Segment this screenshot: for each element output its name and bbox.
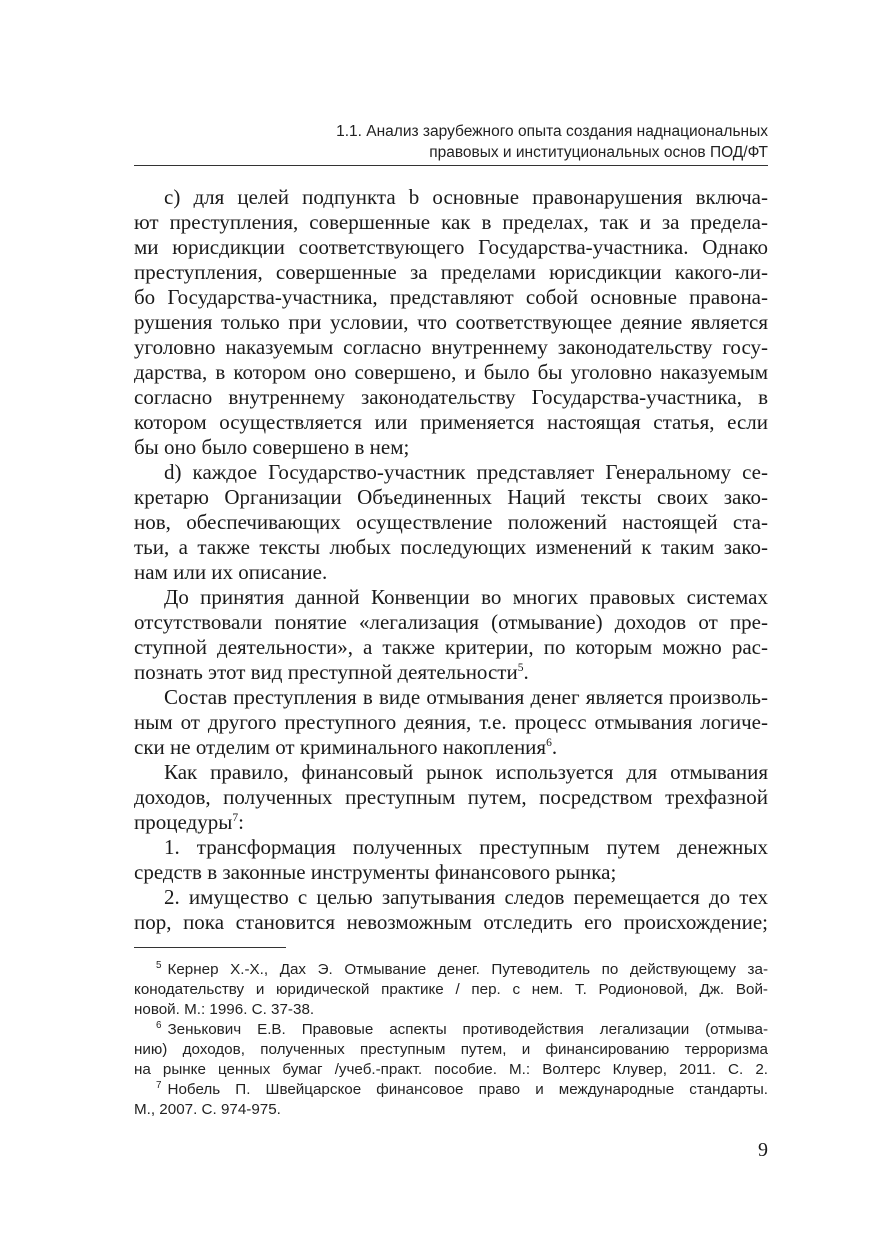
footnote-ref: 7 xyxy=(232,812,239,824)
footnote-line: на рынке ценных бумаг /учеб.-практ. пособие. М.: Волтерс Клувер, 2011. С. 2. xyxy=(134,1061,768,1078)
body-line: ют преступления, совершенные как в пределах, так и за предела- xyxy=(134,210,768,234)
footnote-line: нию) доходов, полученных преступным путем, и финансированию терроризма xyxy=(134,1041,768,1058)
body-line: процедуры$^7$: xyxy=(134,810,244,834)
body-line: нам или их описание. xyxy=(134,560,328,584)
running-head xyxy=(134,121,768,163)
footnote-mark: 6 xyxy=(156,1019,162,1031)
page-number: 9 xyxy=(758,1139,768,1161)
body-line: ски не отделим от криминального накопления$^6$. xyxy=(134,735,558,759)
body-text xyxy=(134,185,768,935)
footnote-mark: 7 xyxy=(156,1079,162,1091)
body-line: бы оно было совершено в нем; xyxy=(134,435,410,459)
body-line: рушения только при условии, что соответствующее деяние является xyxy=(134,310,768,334)
footnote-line: новой. М.: 1996. С. 37-38. xyxy=(134,1001,315,1018)
body-line: 2. имущество с целью запутывания следов перемещается до тех xyxy=(164,885,768,909)
footnote-rule xyxy=(134,947,286,948)
body-line: ступной деятельности», а также критерии, по которым можно рас- xyxy=(134,635,768,659)
body-line: ным от другого преступного деяния, т.е. процесс отмывания логиче- xyxy=(134,710,768,734)
footnote-ref: 6 xyxy=(546,737,552,749)
body-line: с) для целей подпункта b основные правонарушения включа- xyxy=(164,185,768,209)
footnote-line: $^5$ Кернер Х.-Х., Дах Э. Отмывание денег. Путеводитель по действующему за- xyxy=(156,959,768,978)
footnote-line: конодательству и юридической практике / пер. с нем. Т. Родионовой, Дж. Вой- xyxy=(134,981,768,998)
footnote-ref: 5 xyxy=(517,662,524,674)
footnote-line: $^6$ Зенькович Е.В. Правовые аспекты противодействия легализации (отмыва- xyxy=(156,1019,768,1038)
body-line: нов, обеспечивающих осуществление положений настоящей ста- xyxy=(134,510,768,534)
body-line: доходов, полученных преступным путем, посредством трехфазной xyxy=(134,785,768,809)
body-line: тьи, а также тексты любых последующих изменений к таким зако- xyxy=(134,535,768,559)
footnotes xyxy=(134,960,768,1120)
body-line: уголовно наказуемым согласно внутреннему законодательству госу- xyxy=(134,335,768,359)
body-line: Состав преступления в виде отмывания денег является произволь- xyxy=(164,685,768,709)
footnote-mark: 5 xyxy=(156,959,162,971)
running-head-line: 1.1. Анализ зарубежного опыта создания наднациональных xyxy=(336,123,768,140)
footnote-line: М., 2007. С. 974-975. xyxy=(134,1101,281,1118)
body-line: познать этот вид преступной деятельности$^5$. xyxy=(134,660,529,684)
body-line: d) каждое Государство-участник представляет Генеральному се- xyxy=(164,460,768,484)
header-rule xyxy=(134,165,768,166)
body-line: согласно внутреннему законодательству Государства-участника, в xyxy=(134,385,768,409)
body-line: отсутствовали понятие «легализация (отмывание) доходов от пре- xyxy=(134,610,768,634)
body-line: Как правило, финансовый рынок используется для отмывания xyxy=(164,760,768,784)
body-line: кретарю Организации Объединенных Наций тексты своих зако- xyxy=(134,485,768,509)
body-line: преступления, совершенные за пределами юрисдикции какого-ли- xyxy=(134,260,768,284)
body-line: ми юрисдикции соответствующего Государства-участника. Однако xyxy=(134,235,768,259)
body-line: средств в законные инструменты финансового рынка; xyxy=(134,860,617,884)
body-line: дарства, в котором оно совершено, и было бы уголовно наказуемым xyxy=(134,360,768,384)
body-line: бо Государства-участника, представляют собой основные правона- xyxy=(134,285,768,309)
body-line: пор, пока становится невозможным отследить его происхождение; xyxy=(134,910,768,934)
footnote-line: $^7$ Нобель П. Швейцарское финансовое право и международные стандарты. xyxy=(156,1079,768,1098)
body-line: котором осуществляется или применяется настоящая статья, если xyxy=(134,410,768,434)
body-line: До принятия данной Конвенции во многих правовых системах xyxy=(164,585,768,609)
running-head-line: правовых и институциональных основ ПОД/ФТ xyxy=(429,144,768,161)
body-line: 1. трансформация полученных преступным путем денежных xyxy=(164,835,768,859)
